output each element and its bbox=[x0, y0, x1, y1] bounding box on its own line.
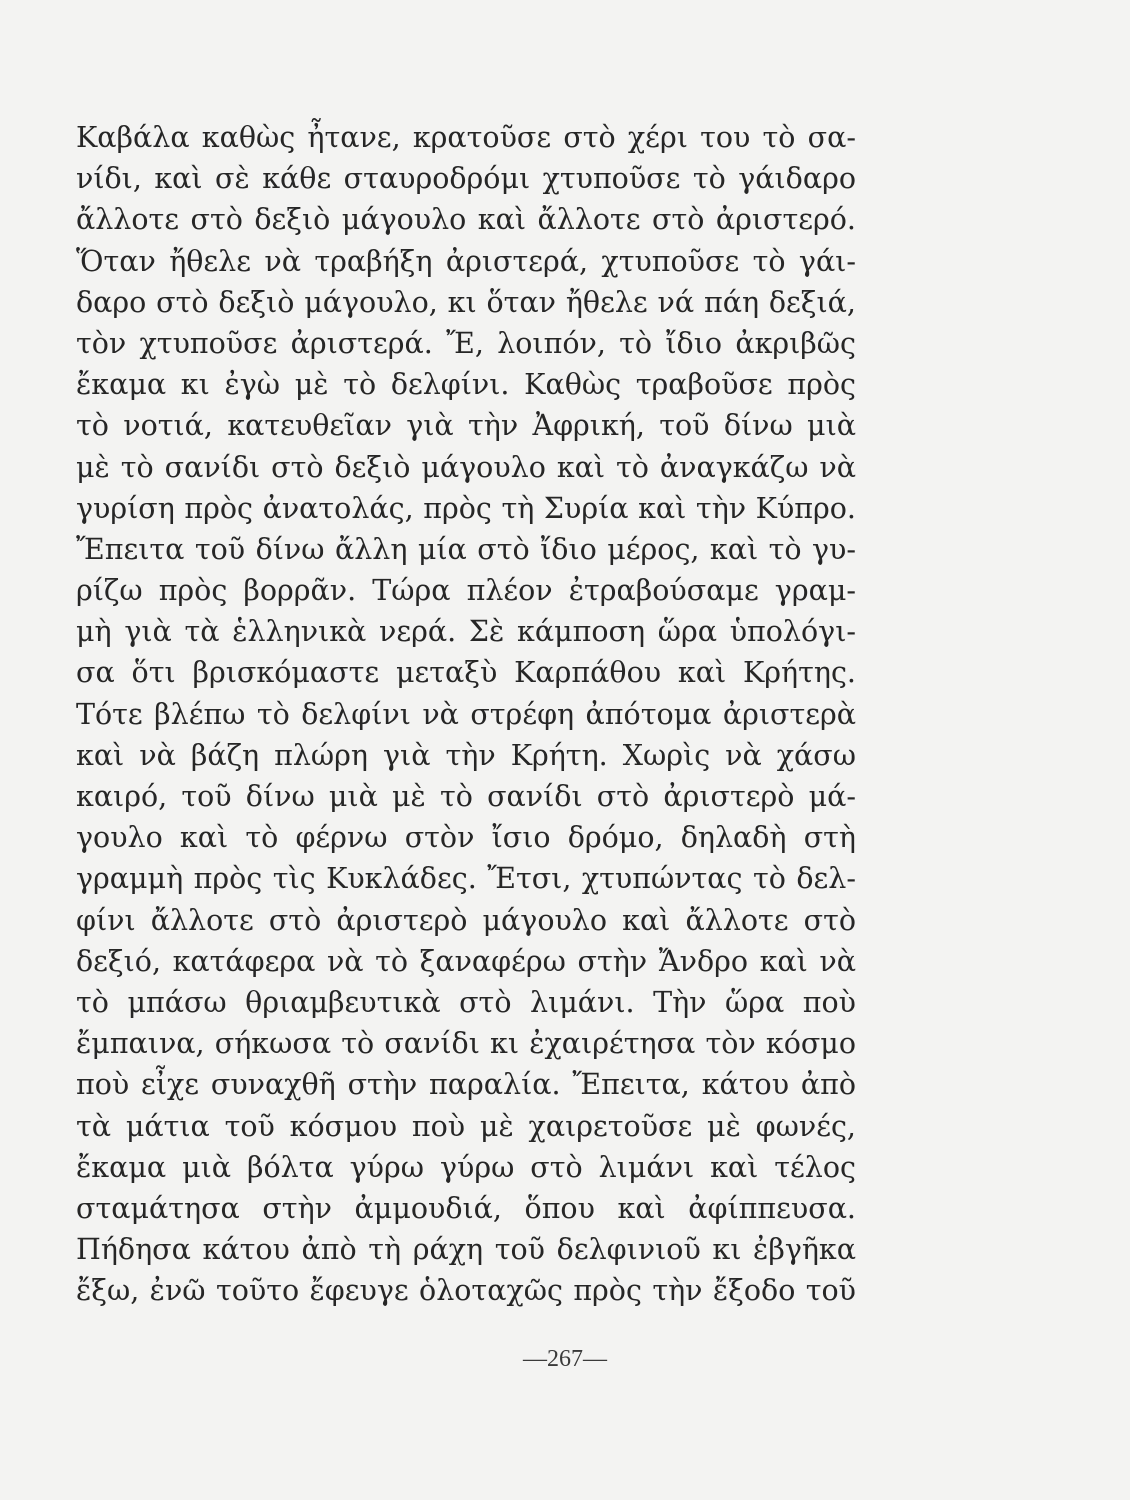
text-line: Τότε βλέπω τὸ δελφίνι νὰ στρέφη ἀπότομα ἀριστερὰ bbox=[76, 697, 856, 731]
text-line: γουλο καὶ τὸ φέρνω στὸν ἴσιο δρόμο, δηλαδὴ στὴ bbox=[76, 821, 856, 855]
text-line: ἄλλοτε στὸ δεξιὸ μάγουλο καὶ ἄλλοτε στὸ ἀριστερό. bbox=[76, 203, 856, 237]
text-line: γραμμὴ πρὸς τὶς Κυκλάδες. Ἔτσι, χτυπώντας τὸ δελ- bbox=[76, 862, 856, 896]
text-line: ποὺ εἶχε συναχθῆ στὴν παραλία. Ἔπειτα, κάτου ἀπὸ bbox=[76, 1068, 856, 1102]
page-number: —267— bbox=[523, 1346, 607, 1372]
text-line: σταμάτησα στὴν ἀμμουδιά, ὅπου καὶ ἀφίππευσα. bbox=[76, 1191, 856, 1225]
text-line: ἔκαμα κι ἐγὼ μὲ τὸ δελφίνι. Καθὼς τραβοῦσε πρὸς bbox=[76, 368, 856, 402]
text-line: τὸν χτυποῦσε ἀριστερά. Ἔ, λοιπόν, τὸ ἴδιο ἀκριβῶς bbox=[76, 326, 856, 360]
text-line: Ἔπειτα τοῦ δίνω ἄλλη μία στὸ ἴδιο μέρος, καὶ τὸ γυ- bbox=[76, 532, 856, 566]
text-line: σα ὅτι βρισκόμαστε μεταξὺ Καρπάθου καὶ Κρήτης. bbox=[76, 656, 856, 690]
text-line: ρίζω πρὸς βορρᾶν. Τώρα πλέον ἐτραβούσαμε γραμ- bbox=[76, 574, 856, 608]
text-line: καὶ νὰ βάζη πλώρη γιὰ τὴν Κρήτη. Χωρὶς νὰ χάσω bbox=[76, 738, 856, 772]
text-line: Πήδησα κάτου ἀπὸ τὴ ράχη τοῦ δελφινιοῦ κι ἐβγῆκα bbox=[76, 1233, 856, 1267]
text-line: φίνι ἄλλοτε στὸ ἀριστερὸ μάγουλο καὶ ἄλλοτε στὸ bbox=[76, 903, 856, 937]
text-line: Καβάλα καθὼς ἦτανε, κρατοῦσε στὸ χέρι του τὸ σα- bbox=[76, 121, 856, 154]
text-line: τὸ νοτιά, κατευθεῖαν γιὰ τὴν Ἀφρική, τοῦ δίνω μιὰ bbox=[76, 409, 856, 443]
text-line: καιρό, τοῦ δίνω μιὰ μὲ τὸ σανίδι στὸ ἀριστερὸ μά- bbox=[76, 780, 856, 813]
text-line: Ὅταν ἤθελε νὰ τραβήξη ἀριστερά, χτυποῦσε τὸ γάι- bbox=[76, 244, 856, 278]
text-line: δεξιό, κατάφερα νὰ τὸ ξαναφέρω στὴν Ἄνδρο καὶ νὰ bbox=[76, 944, 856, 978]
text-line: δαρο στὸ δεξιὸ μάγουλο, κι ὅταν ἤθελε νά πάη δεξιά, bbox=[76, 285, 856, 319]
text-line: νίδι, καὶ σὲ κάθε σταυροδρόμι χτυποῦσε τὸ γάιδαρο bbox=[76, 162, 856, 196]
text-line: ἔξω, ἐνῶ τοῦτο ἔφευγε ὁλοταχῶς πρὸς τὴν ἔξοδο τοῦ bbox=[76, 1274, 856, 1308]
text-line: μὴ γιὰ τὰ ἑλληνικὰ νερά. Σὲ κάμποση ὥρα ὑπολόγι- bbox=[76, 615, 856, 649]
text-line: γυρίση πρὸς ἀνατολάς, πρὸς τὴ Συρία καὶ τὴν Κύπρο. bbox=[76, 491, 856, 525]
text-line: ἔκαμα μιὰ βόλτα γύρω γύρω στὸ λιμάνι καὶ τέλος bbox=[76, 1150, 856, 1184]
body-text bbox=[76, 117, 856, 1311]
text-line: ἔμπαινα, σήκωσα τὸ σανίδι κι ἐχαιρέτησα τὸν κόσμο bbox=[76, 1027, 856, 1061]
text-line: μὲ τὸ σανίδι στὸ δεξιὸ μάγουλο καὶ τὸ ἀναγκάζω νὰ bbox=[76, 450, 856, 484]
text-line: τὸ μπάσω θριαμβευτικὰ στὸ λιμάνι. Τὴν ὥρα ποὺ bbox=[76, 985, 856, 1019]
text-line: τὰ μάτια τοῦ κόσμου ποὺ μὲ χαιρετοῦσε μὲ φωνές, bbox=[76, 1109, 856, 1143]
